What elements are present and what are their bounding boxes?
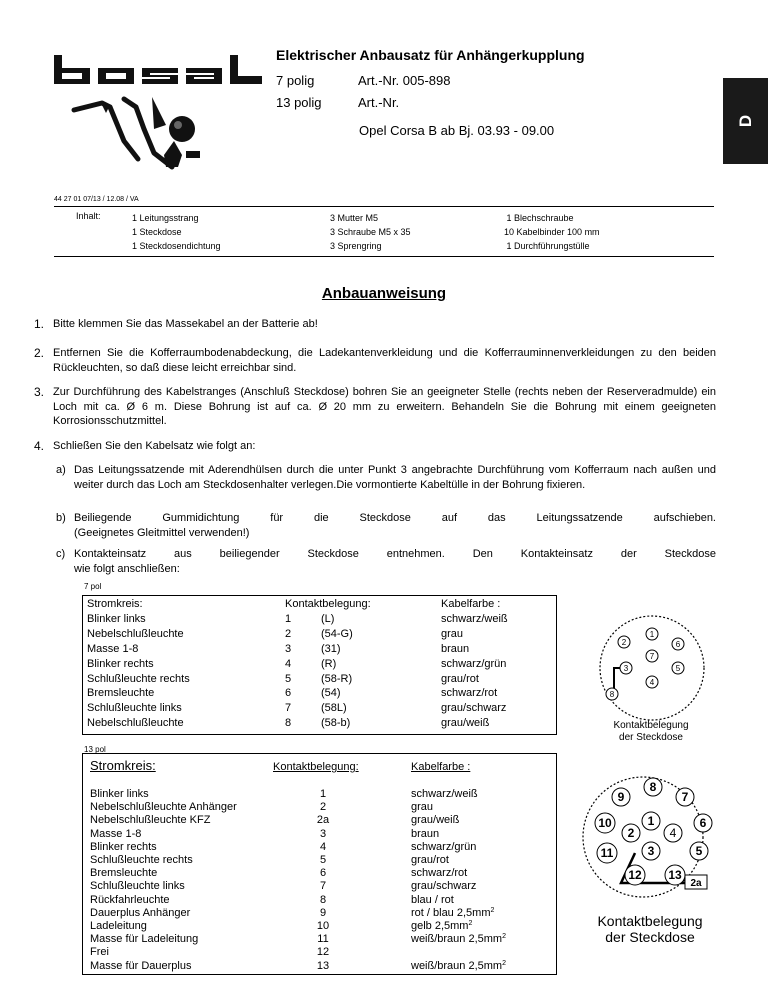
contents-column-3 (504, 211, 600, 253)
heading-text: Anbauanweisung (321, 285, 447, 302)
cell-text: rot / blau 2,5mm (411, 906, 491, 919)
superscript: 2 (468, 920, 473, 928)
table-cell: 7 (319, 880, 327, 893)
table-13pol (82, 753, 557, 975)
table-cell: Bremsleuchte (87, 687, 155, 700)
instruction-substep (56, 547, 716, 576)
pin-2a (685, 875, 707, 889)
table-cell: Masse 1-8 (90, 827, 142, 840)
substep-letter: c) (56, 548, 66, 560)
table-cell: Schlußleuchte links (87, 702, 182, 715)
cell-text: weiß/braun 2,5mm (411, 933, 503, 946)
article-row-13pol (276, 95, 399, 110)
svg-text:8: 8 (649, 780, 657, 794)
table-cell: Frei (90, 946, 109, 959)
table-cell: schwarz/weiß (411, 788, 478, 800)
table-cell: Masse für Ladeleitung (90, 933, 199, 946)
substep-letter: a) (56, 464, 66, 476)
substep-text: Das Leitungssatzende mit Aderendhülsen durch die unter Punkt 3 angebrachte Durchführung vom Kofferraum nach außen und weiter durch das Loch am Steckdosenhalter verlegen.Die vormontierte Kabeltülle in der Bohrung fixieren. (74, 464, 716, 491)
column-circuit (90, 788, 237, 973)
substep-body (74, 511, 716, 540)
vehicle-model: Opel Corsa B ab Bj. 03.93 - 09.00 (359, 123, 555, 138)
pin-2 (622, 824, 640, 842)
socket-7pin-diagram (596, 612, 708, 724)
caption-line: der Steckdose (605, 929, 695, 945)
pin-number: 8 (285, 717, 292, 730)
step-text: Schließen Sie den Kabelsatz wie folgt an: (53, 440, 256, 452)
instruction-substep (56, 511, 716, 540)
pin-number: 6 (285, 687, 292, 700)
table-cell: grau/rot (411, 854, 449, 867)
step-text: Entfernen Sie die Kofferraumbodenabdeckung, die Ladekantenverkleidung und die Kofferrauminnenverkleidungen zu den beiden Rückleuchten, so daß diese leicht erreichbar sind. (53, 347, 716, 374)
list-item: 3 Schraube M5 x 35 (330, 227, 411, 237)
list-item: 1 Leitungsstrang (132, 213, 199, 223)
table-cell: schwarz/grün (441, 657, 507, 670)
pin-1 (642, 812, 660, 830)
table-cell: 13 (316, 959, 330, 972)
caption-line: der Steckdose (619, 732, 683, 743)
pin-code: (58L) (321, 702, 347, 715)
svg-text:5: 5 (675, 664, 681, 673)
pin-9 (612, 788, 630, 806)
pin-code: (R) (321, 657, 337, 670)
svg-text:1: 1 (647, 814, 655, 828)
superscript: 2 (502, 959, 506, 967)
table-cell: Dauerplus Anhänger (90, 906, 191, 919)
svg-text:3: 3 (647, 844, 655, 858)
pin-2 (618, 636, 630, 648)
table-cell: 11 (317, 933, 329, 946)
list-item: 3 Sprengring (330, 241, 382, 251)
pin-number: 4 (285, 657, 292, 670)
table-row (285, 686, 371, 701)
table-cell: 3 (319, 827, 327, 840)
svg-text:7: 7 (681, 790, 689, 804)
socket-13pin-diagram (573, 775, 723, 905)
table-row (285, 672, 371, 687)
table-cell: schwarz/rot (441, 687, 498, 700)
pin-number: 3 (285, 642, 292, 655)
table-cell: Nebelschlußleuchte KFZ (90, 814, 211, 827)
pin-code: (54-G) (321, 627, 353, 640)
list-item: 10 Kabelbinder 100 mm (504, 227, 600, 237)
pin-5 (690, 842, 708, 860)
table-cell: schwarz/rot (411, 867, 468, 880)
svg-text:4: 4 (649, 678, 655, 687)
table-row (285, 627, 371, 642)
table-cell: Masse 1-8 (87, 642, 139, 655)
pin-7 (676, 788, 694, 806)
table-cell: Nebelschlußleuchte Anhänger (90, 801, 237, 814)
svg-text:1: 1 (649, 630, 655, 639)
table-cell: braun (441, 642, 470, 655)
table-cell: Bremsleuchte (90, 867, 158, 880)
column-contact (283, 788, 363, 973)
pin-code: (58-R) (321, 672, 353, 685)
table-cell: schwarz/weiß (441, 612, 508, 625)
column-header: Kontaktbelegung: (285, 598, 371, 610)
divider (54, 206, 714, 207)
instructions-heading (0, 285, 768, 302)
list-item: 1 Steckdosendichtung (132, 241, 221, 251)
svg-text:2a: 2a (690, 878, 702, 889)
table-cell: braun (411, 827, 440, 840)
article-row-7pol (276, 73, 451, 88)
pin-11 (597, 843, 617, 863)
bosal-logo (54, 55, 264, 173)
instruction-step (34, 439, 716, 454)
table-cell: Masse für Dauerplus (90, 959, 192, 972)
pin-code: (L) (321, 612, 335, 625)
table-7pol-label: 7 pol (84, 582, 102, 591)
list-item: 1 Steckdose (132, 227, 182, 237)
pin-code: (58-b) (321, 717, 351, 730)
contents-column-1 (132, 211, 221, 253)
table-row (285, 657, 371, 672)
substep-text: wie folgt anschließen: (74, 562, 180, 575)
article-number: Art.-Nr. 005-898 (358, 73, 451, 88)
table-cell: Nebelschlußleuchte (87, 717, 184, 730)
table-cell: 10 (316, 920, 330, 933)
pin-7 (646, 650, 658, 662)
svg-text:13: 13 (668, 868, 682, 882)
svg-text:4: 4 (669, 826, 677, 840)
pin-8 (606, 688, 618, 700)
caption-line: Kontaktbelegung (613, 720, 689, 731)
pin-code: (31) (321, 642, 341, 655)
table-cell: Schlußleuchte links (90, 880, 185, 893)
list-item: 3 Mutter M5 (330, 213, 379, 223)
table-cell: blau / rot (411, 893, 454, 906)
pole-label: 7 polig (276, 73, 315, 88)
table-cell: Blinker links (87, 612, 146, 625)
pin-code: (54) (321, 687, 341, 700)
document-title: Elektrischer Anbausatz für Anhängerkupplung (276, 47, 585, 63)
pin-6 (672, 638, 684, 650)
table-row (285, 642, 371, 657)
article-number: Art.-Nr. (358, 95, 400, 110)
substep-letter: b) (56, 512, 66, 524)
column-contact (285, 597, 371, 731)
table-cell (411, 946, 506, 959)
language-tab (723, 78, 768, 164)
svg-text:2: 2 (627, 826, 635, 840)
pin-6 (694, 814, 712, 832)
table-cell: Blinker links (90, 788, 149, 800)
svg-text:6: 6 (699, 816, 707, 830)
table-cell: grau (441, 627, 464, 640)
caption-line: Kontaktbelegung (597, 913, 703, 929)
column-cable-color (441, 597, 508, 731)
contents-label: Inhalt: (76, 211, 101, 221)
document-reference: 44 27 01 07/13 / 12.08 / VA (54, 196, 139, 203)
step-number: 4. (34, 439, 45, 453)
step-number: 1. (34, 317, 45, 331)
step-number: 2. (34, 346, 45, 360)
pole-label: 13 polig (276, 95, 322, 110)
table-row (285, 612, 371, 627)
svg-text:8: 8 (609, 690, 615, 699)
table-cell (411, 920, 506, 933)
substep-text: Beiliegende Gummidichtung für die Steckdose auf das Leitungssatzende aufschieben. (74, 512, 716, 524)
column-header: Kontaktbelegung: (273, 761, 359, 773)
pin-3 (620, 662, 632, 674)
instruction-step (34, 385, 716, 429)
divider (54, 256, 714, 257)
table-cell: grau/weiß (441, 717, 490, 730)
table-cell: grau/rot (441, 672, 479, 685)
instruction-step (34, 317, 716, 332)
pin-12 (625, 865, 645, 885)
table-13pol-label: 13 pol (84, 745, 106, 754)
pin-3 (642, 842, 660, 860)
svg-text:9: 9 (617, 790, 625, 804)
svg-text:11: 11 (600, 846, 614, 860)
substep-text: (Geeignetes Gleitmittel verwenden!) (74, 526, 250, 539)
svg-text:7: 7 (649, 652, 655, 661)
column-header: Stromkreis: (87, 598, 143, 610)
pin-number: 1 (285, 612, 292, 625)
socket-13pin-caption (560, 913, 740, 945)
language-code: D (735, 114, 755, 128)
column-header: Kabelfarbe : (441, 598, 501, 610)
pin-number: 5 (285, 672, 292, 685)
table-cell (411, 907, 506, 920)
table-cell: Rückfahrleuchte (90, 893, 170, 906)
svg-text:3: 3 (623, 664, 629, 673)
pin-8 (644, 778, 662, 796)
contents-column-2 (330, 211, 411, 253)
list-item: 1 Durchführungstülle (504, 241, 590, 251)
table-cell: 6 (319, 867, 327, 880)
pin-number: 7 (285, 702, 292, 715)
list-item: 1 Blechschraube (504, 213, 574, 223)
column-header: Kabelfarbe : (411, 761, 471, 773)
pin-10 (595, 813, 615, 833)
table-cell: grau/weiß (411, 814, 460, 827)
column-cable-color (411, 788, 506, 973)
pin-5 (672, 662, 684, 674)
table-cell: grau/schwarz (411, 880, 477, 893)
superscript: 2 (502, 933, 506, 941)
table-row (285, 716, 371, 731)
table-cell: schwarz/grün (411, 840, 477, 853)
svg-text:10: 10 (598, 816, 612, 830)
table-cell: 1 (319, 788, 327, 800)
table-cell: grau/schwarz (441, 702, 507, 715)
table-cell: 4 (319, 840, 327, 853)
table-cell: Blinker rechts (87, 657, 154, 670)
instruction-substep (56, 463, 716, 492)
svg-text:5: 5 (695, 844, 703, 858)
table-cell: 9 (319, 906, 327, 919)
table-cell: Schlußleuchte rechts (90, 854, 193, 867)
table-cell: Blinker rechts (90, 840, 157, 853)
substep-body (74, 547, 716, 576)
cell-text: gelb 2,5mm (411, 920, 469, 933)
step-text: Bitte klemmen Sie das Massekabel an der Batterie ab! (53, 318, 318, 330)
pin-number: 2 (285, 627, 292, 640)
svg-text:6: 6 (675, 640, 681, 649)
pin-13 (665, 865, 685, 885)
table-cell: 2a (316, 814, 330, 827)
table-cell: Schlußleuchte rechts (87, 672, 190, 685)
table-cell (411, 933, 506, 946)
pin-1 (646, 628, 658, 640)
step-number: 3. (34, 385, 45, 399)
table-cell: 5 (319, 854, 327, 867)
substep-text: Kontakteinsatz aus beiliegender Steckdose entnehmen. Den Kontakteinsatz der Steckdose (74, 548, 716, 560)
table-row (285, 701, 371, 716)
step-text: Zur Durchführung des Kabelstranges (Anschluß Steckdose) bohren Sie an geeigneter Stelle (rechts neben der Reserveradmulde) ein Loch mit ca. Ø 6 m. Diese Bohrung ist auf ca. Ø 20 mm zu erweitern. Behandeln Sie die Bohrung mit einem geeigneten Korrosionsschutzmittel. (53, 386, 716, 427)
instruction-step (34, 346, 716, 375)
table-cell: Ladeleitung (90, 920, 147, 933)
table-cell (411, 960, 506, 973)
pin-4 (646, 676, 658, 688)
svg-text:12: 12 (628, 868, 642, 882)
table-cell: 8 (319, 893, 327, 906)
table-cell: Nebelschlußleuchte (87, 627, 184, 640)
column-header: Stromkreis: (90, 758, 156, 773)
table-7pol (82, 595, 557, 735)
table-cell: 12 (316, 946, 330, 959)
cell-text: weiß/braun 2,5mm (411, 959, 503, 972)
superscript: 2 (490, 906, 495, 914)
table-cell: 2 (319, 801, 327, 814)
socket-7pin-caption (566, 720, 736, 744)
column-circuit (87, 597, 190, 731)
pin-4 (664, 824, 682, 842)
svg-text:2: 2 (621, 638, 627, 647)
table-cell: grau (411, 801, 434, 814)
